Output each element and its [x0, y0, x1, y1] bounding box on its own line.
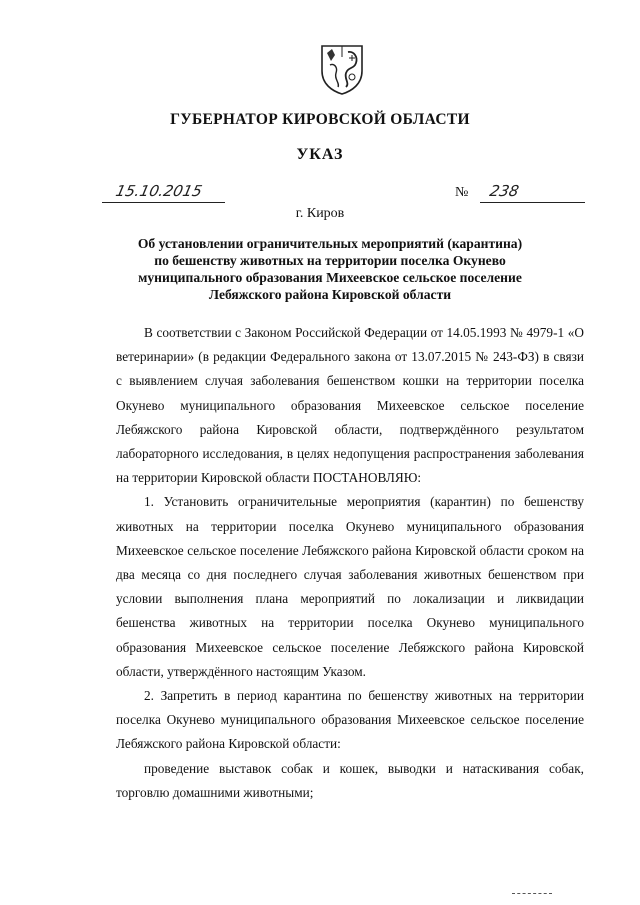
handwritten-number: 238 — [488, 182, 521, 200]
coat-of-arms-emblem — [318, 43, 366, 95]
document-type: УКАЗ — [296, 146, 344, 163]
title-line: Лебяжского района Кировской области — [208, 287, 452, 302]
date-field — [102, 182, 225, 203]
issuing-authority: ГУБЕРНАТОР КИРОВСКОЙ ОБЛАСТИ — [170, 111, 470, 128]
handwritten-date: 15.10.2015 — [114, 182, 204, 200]
clause-1-paragraph: 1. Установить ограничительные мероприятия (карантин) по бешенству животных на территории поселка Окунево муниципального образования Михеевское сельское поселение Лебяжского района Кировской области сроком на два месяца со дня последнего случая заболевания животных бешенством при условии выполнения плана мероприятий по локализации и ликвидации бешенства животных на территории поселка Окунево муниципального образования Михеевское сельское поселение Лебяжского района Кировской области, утверждённого настоящим Указом. — [116, 494, 584, 679]
title-line: по бешенству животных на территории поселка Окунево — [154, 253, 506, 268]
title-line: муниципального образования Михеевское сельское поселение — [138, 270, 522, 285]
document-body — [116, 321, 584, 805]
clause-2-paragraph: 2. Запретить в период карантина по бешенству животных на территории поселка Окунево муниципального образования Михеевское сельское поселение Лебяжского района Кировской области: — [116, 688, 584, 752]
page-footer-mark — [512, 893, 552, 894]
city-line: г. Киров — [295, 206, 345, 221]
number-sign: № — [455, 185, 469, 200]
preamble-paragraph: В соответствии с Законом Российской Федерации от 14.05.1993 № 4979-1 «О ветеринарии» (в редакции Федерального закона от 13.07.2015 № 243-ФЗ) в связи с выявлением случая заболевания бешенством кошки на территории поселка Окунево муниципального образования Михеевское сельское поселение Лебяжского района Кировской области, подтверждённого результатом лабораторного исследования, в целях недопущения распространения заболевания на территории Кировской области ПОСТАНОВЛЯЮ: — [116, 325, 584, 486]
title-line: Об установлении ограничительных мероприятий (карантина) — [137, 236, 523, 251]
document-title — [100, 235, 560, 303]
number-field — [480, 182, 585, 203]
clause-2-item-paragraph: проведение выставок собак и кошек, выводки и натаскивания собак, торговлю домашними животными; — [116, 760, 584, 800]
